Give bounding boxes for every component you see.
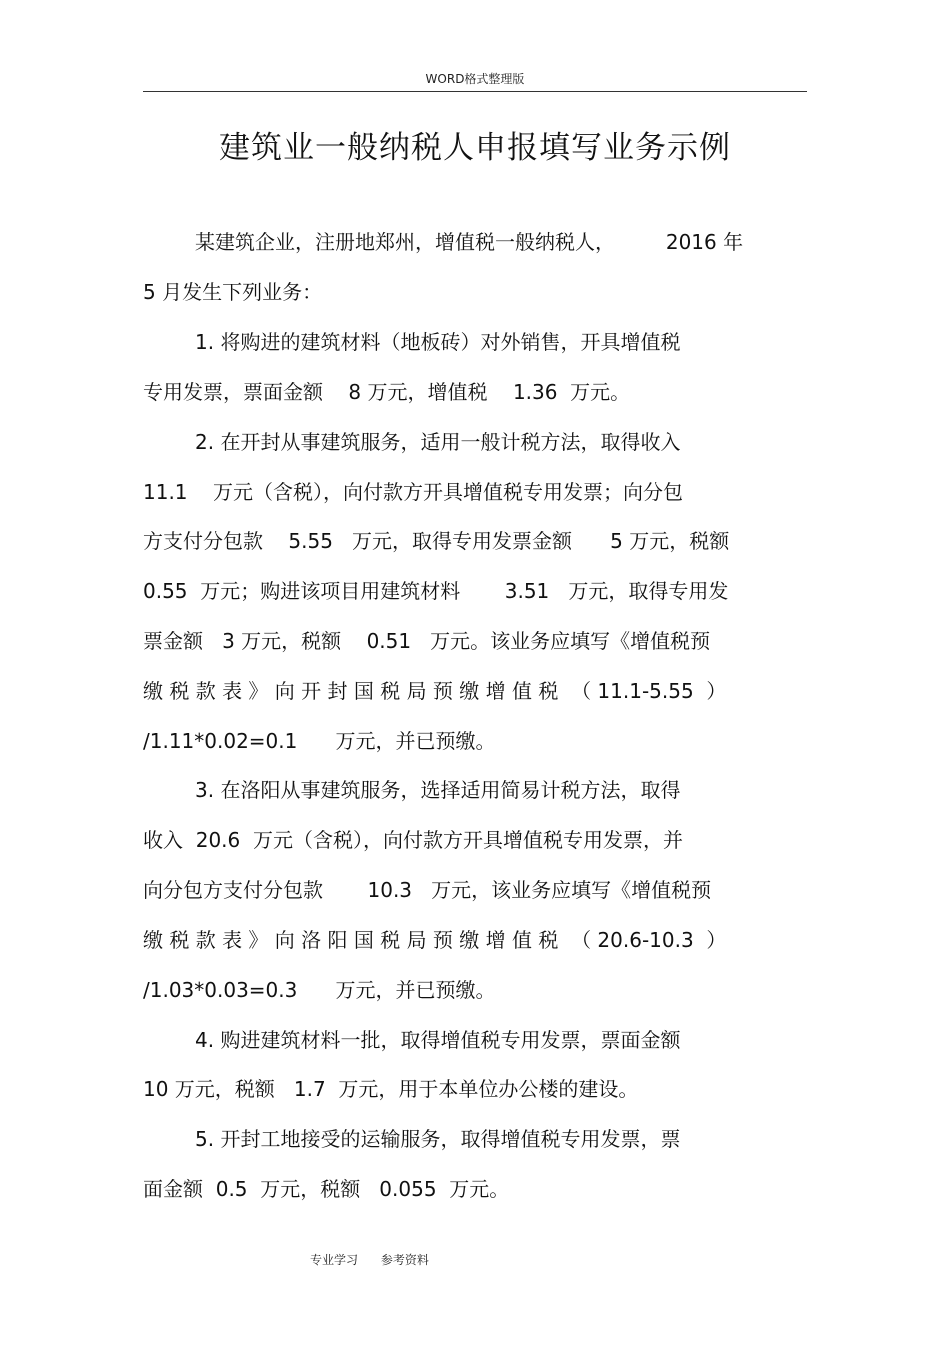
list-item-line: 2. 在开封从事建筑服务，适用一般计税方法，取得收入 bbox=[195, 430, 681, 454]
list-item-line: 缴 税 款 表 》 向 开 封 国 税 局 预 缴 增 值 税 （ 11.1-5.55 ） bbox=[143, 679, 727, 703]
list-item-line: 0.55 万元；购进该项目用建筑材料 3.51 万元，取得专用发 bbox=[143, 579, 729, 603]
list-item-line: 缴 税 款 表 》 向 洛 阳 国 税 局 预 缴 增 值 税 （ 20.6-10.3 ） bbox=[143, 928, 727, 952]
list-item-line: 票金额 3 万元，税额 0.51 万元。该业务应填写《增值税预 bbox=[143, 629, 711, 653]
list-item-line: 11.1 万元（含税），向付款方开具增值税专用发票；向分包 bbox=[143, 480, 683, 504]
list-item-line: 1. 将购进的建筑材料（地板砖）对外销售，开具增值税 bbox=[195, 330, 681, 354]
list-item-line: /1.11*0.02=0.1 万元，并已预缴。 bbox=[143, 729, 496, 753]
paragraph-line: 5 月发生下列业务： bbox=[143, 280, 323, 304]
paragraph-line: 某建筑企业，注册地郑州，增值税一般纳税人， 2016 年 bbox=[195, 230, 744, 254]
header-divider bbox=[143, 91, 807, 92]
list-item-line: 3. 在洛阳从事建筑服务，选择适用简易计税方法，取得 bbox=[195, 778, 681, 802]
list-item-line: 收入 20.6 万元（含税），向付款方开具增值税专用发票，并 bbox=[143, 828, 683, 852]
list-item-line: 4. 购进建筑材料一批，取得增值税专用发票，票面金额 bbox=[195, 1028, 681, 1052]
list-item-line: 10 万元，税额 1.7 万元，用于本单位办公楼的建设。 bbox=[143, 1077, 639, 1101]
list-item-line: 向分包方支付分包款 10.3 万元，该业务应填写《增值税预 bbox=[143, 878, 712, 902]
list-item-line: 专用发票，票面金额 8 万元，增值税 1.36 万元。 bbox=[143, 380, 631, 404]
page-footer: 专业学习 参考资料 bbox=[310, 1253, 429, 1267]
document-title: 建筑业一般纳税人申报填写业务示例 bbox=[219, 130, 731, 166]
list-item-line: /1.03*0.03=0.3 万元，并已预缴。 bbox=[143, 978, 496, 1002]
list-item-line: 方支付分包款 5.55 万元，取得专用发票金额 5 万元，税额 bbox=[143, 529, 730, 553]
list-item-line: 面金额 0.5 万元，税额 0.055 万元。 bbox=[143, 1177, 510, 1201]
list-item-line: 5. 开封工地接受的运输服务，取得增值税专用发票，票 bbox=[195, 1127, 681, 1151]
page-header: WORD格式整理版 bbox=[425, 72, 525, 86]
